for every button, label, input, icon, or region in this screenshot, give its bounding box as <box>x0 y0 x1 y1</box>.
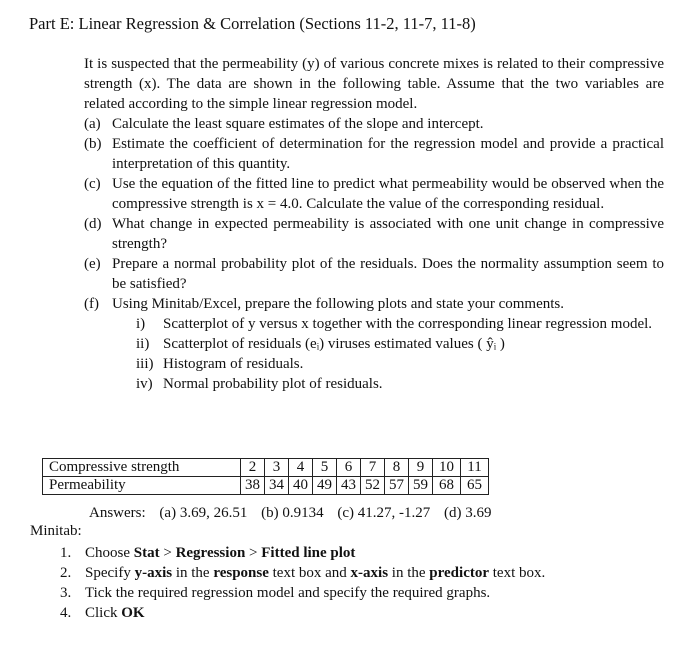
question-e: (e) Prepare a normal probability plot of the residuals. Does the normality assumption seem to be satisfied? <box>84 256 664 292</box>
minitab-step <box>60 543 545 563</box>
question-list <box>84 114 664 394</box>
step-text: text box. <box>489 565 546 581</box>
step-number: 1. <box>60 545 72 561</box>
subitem-iv: iv) Normal probability plot of residuals. <box>136 376 383 392</box>
minitab-heading: Minitab: <box>30 523 82 539</box>
table-row-permeability <box>43 477 489 495</box>
table-cell: 52 <box>361 477 385 495</box>
table-cell: 49 <box>313 477 337 495</box>
question-a: (a) Calculate the least square estimates of the slope and intercept. <box>84 116 484 132</box>
step-text: > <box>245 545 262 561</box>
step-text: Click <box>85 605 122 621</box>
table-cell: 3 <box>265 459 289 477</box>
table-cell: 10 <box>433 459 461 477</box>
minitab-step <box>60 563 545 583</box>
table-cell: 68 <box>433 477 461 495</box>
step-text: Choose <box>85 545 134 561</box>
subitem-iii: iii) Histogram of residuals. <box>136 356 304 372</box>
answers-line <box>89 505 501 522</box>
table-cell: 11 <box>461 459 489 477</box>
answer-c: (c) 41.27, -1.27 <box>337 505 431 521</box>
subitem-i: i) Scatterplot of y versus x together with the corresponding linear regression model. <box>136 316 653 332</box>
minitab-step <box>60 583 545 603</box>
step-text: in the <box>388 565 430 581</box>
table-cell: 43 <box>337 477 361 495</box>
table-cell: 38 <box>241 477 265 495</box>
page-title: Part E: Linear Regression & Correlation (Sections 11-2, 11-7, 11-8) <box>29 14 476 33</box>
table-row-strength <box>43 459 489 477</box>
answer-a: (a) 3.69, 26.51 <box>159 505 248 521</box>
plot-subitems <box>136 314 664 394</box>
table-cell: 57 <box>385 477 409 495</box>
subitem-ii: ii) Scatterplot of residuals (eᵢ) viruses estimated values ( ŷᵢ ) <box>136 336 505 352</box>
step-text: response <box>213 565 269 581</box>
answer-d: (d) 3.69 <box>443 505 492 521</box>
row-label-strength: Compressive strength <box>43 459 241 477</box>
step-number: 2. <box>60 565 72 581</box>
step-text: x-axis <box>350 565 389 581</box>
step-text: OK <box>121 605 145 621</box>
table-cell: 2 <box>241 459 265 477</box>
step-number: 3. <box>60 585 72 601</box>
question-d: (d) What change in expected permeability is associated with one unit change in compressive strength? <box>84 216 664 252</box>
table-cell: 59 <box>409 477 433 495</box>
table-cell: 6 <box>337 459 361 477</box>
question-c: (c) Use the equation of the fitted line to predict what permeability would be observed when the compressive strength is x = 4.0. Calculate the value of the corresponding residual. <box>84 176 664 212</box>
answer-b: (b) 0.9134 <box>261 505 324 521</box>
step-text: predictor <box>429 565 490 581</box>
table-cell: 4 <box>289 459 313 477</box>
table-cell: 65 <box>461 477 489 495</box>
question-f: (f) Using Minitab/Excel, prepare the following plots and state your comments. <box>84 296 564 312</box>
minitab-steps <box>60 543 545 623</box>
step-text: Tick the required regression model and specify the required graphs. <box>85 585 491 601</box>
minitab-step <box>60 603 545 623</box>
step-text: Regression <box>175 545 246 561</box>
question-b: (b) Estimate the coefficient of determination for the regression model and provide a practical interpretation of this quantity. <box>84 136 664 172</box>
step-text: Stat <box>133 545 160 561</box>
table-cell: 34 <box>265 477 289 495</box>
step-text: in the <box>172 565 214 581</box>
step-text: text box and <box>268 565 351 581</box>
table-cell: 40 <box>289 477 313 495</box>
intro-paragraph: It is suspected that the permeability (y) of various concrete mixes is related to their compressive strength (x). The data are shown in the following table. Assume that the two variables are related according to the simple linear regression model. <box>84 56 664 112</box>
row-label-permeability: Permeability <box>43 477 241 495</box>
table-cell: 7 <box>361 459 385 477</box>
step-text: Fitted line plot <box>261 545 356 561</box>
table-cell: 8 <box>385 459 409 477</box>
table-cell: 5 <box>313 459 337 477</box>
answers-label: Answers: <box>89 505 146 521</box>
table-cell: 9 <box>409 459 433 477</box>
step-text: y-axis <box>134 565 173 581</box>
step-number: 4. <box>60 605 72 621</box>
step-text: > <box>159 545 176 561</box>
data-table <box>42 458 489 495</box>
step-text: Specify <box>85 565 135 581</box>
